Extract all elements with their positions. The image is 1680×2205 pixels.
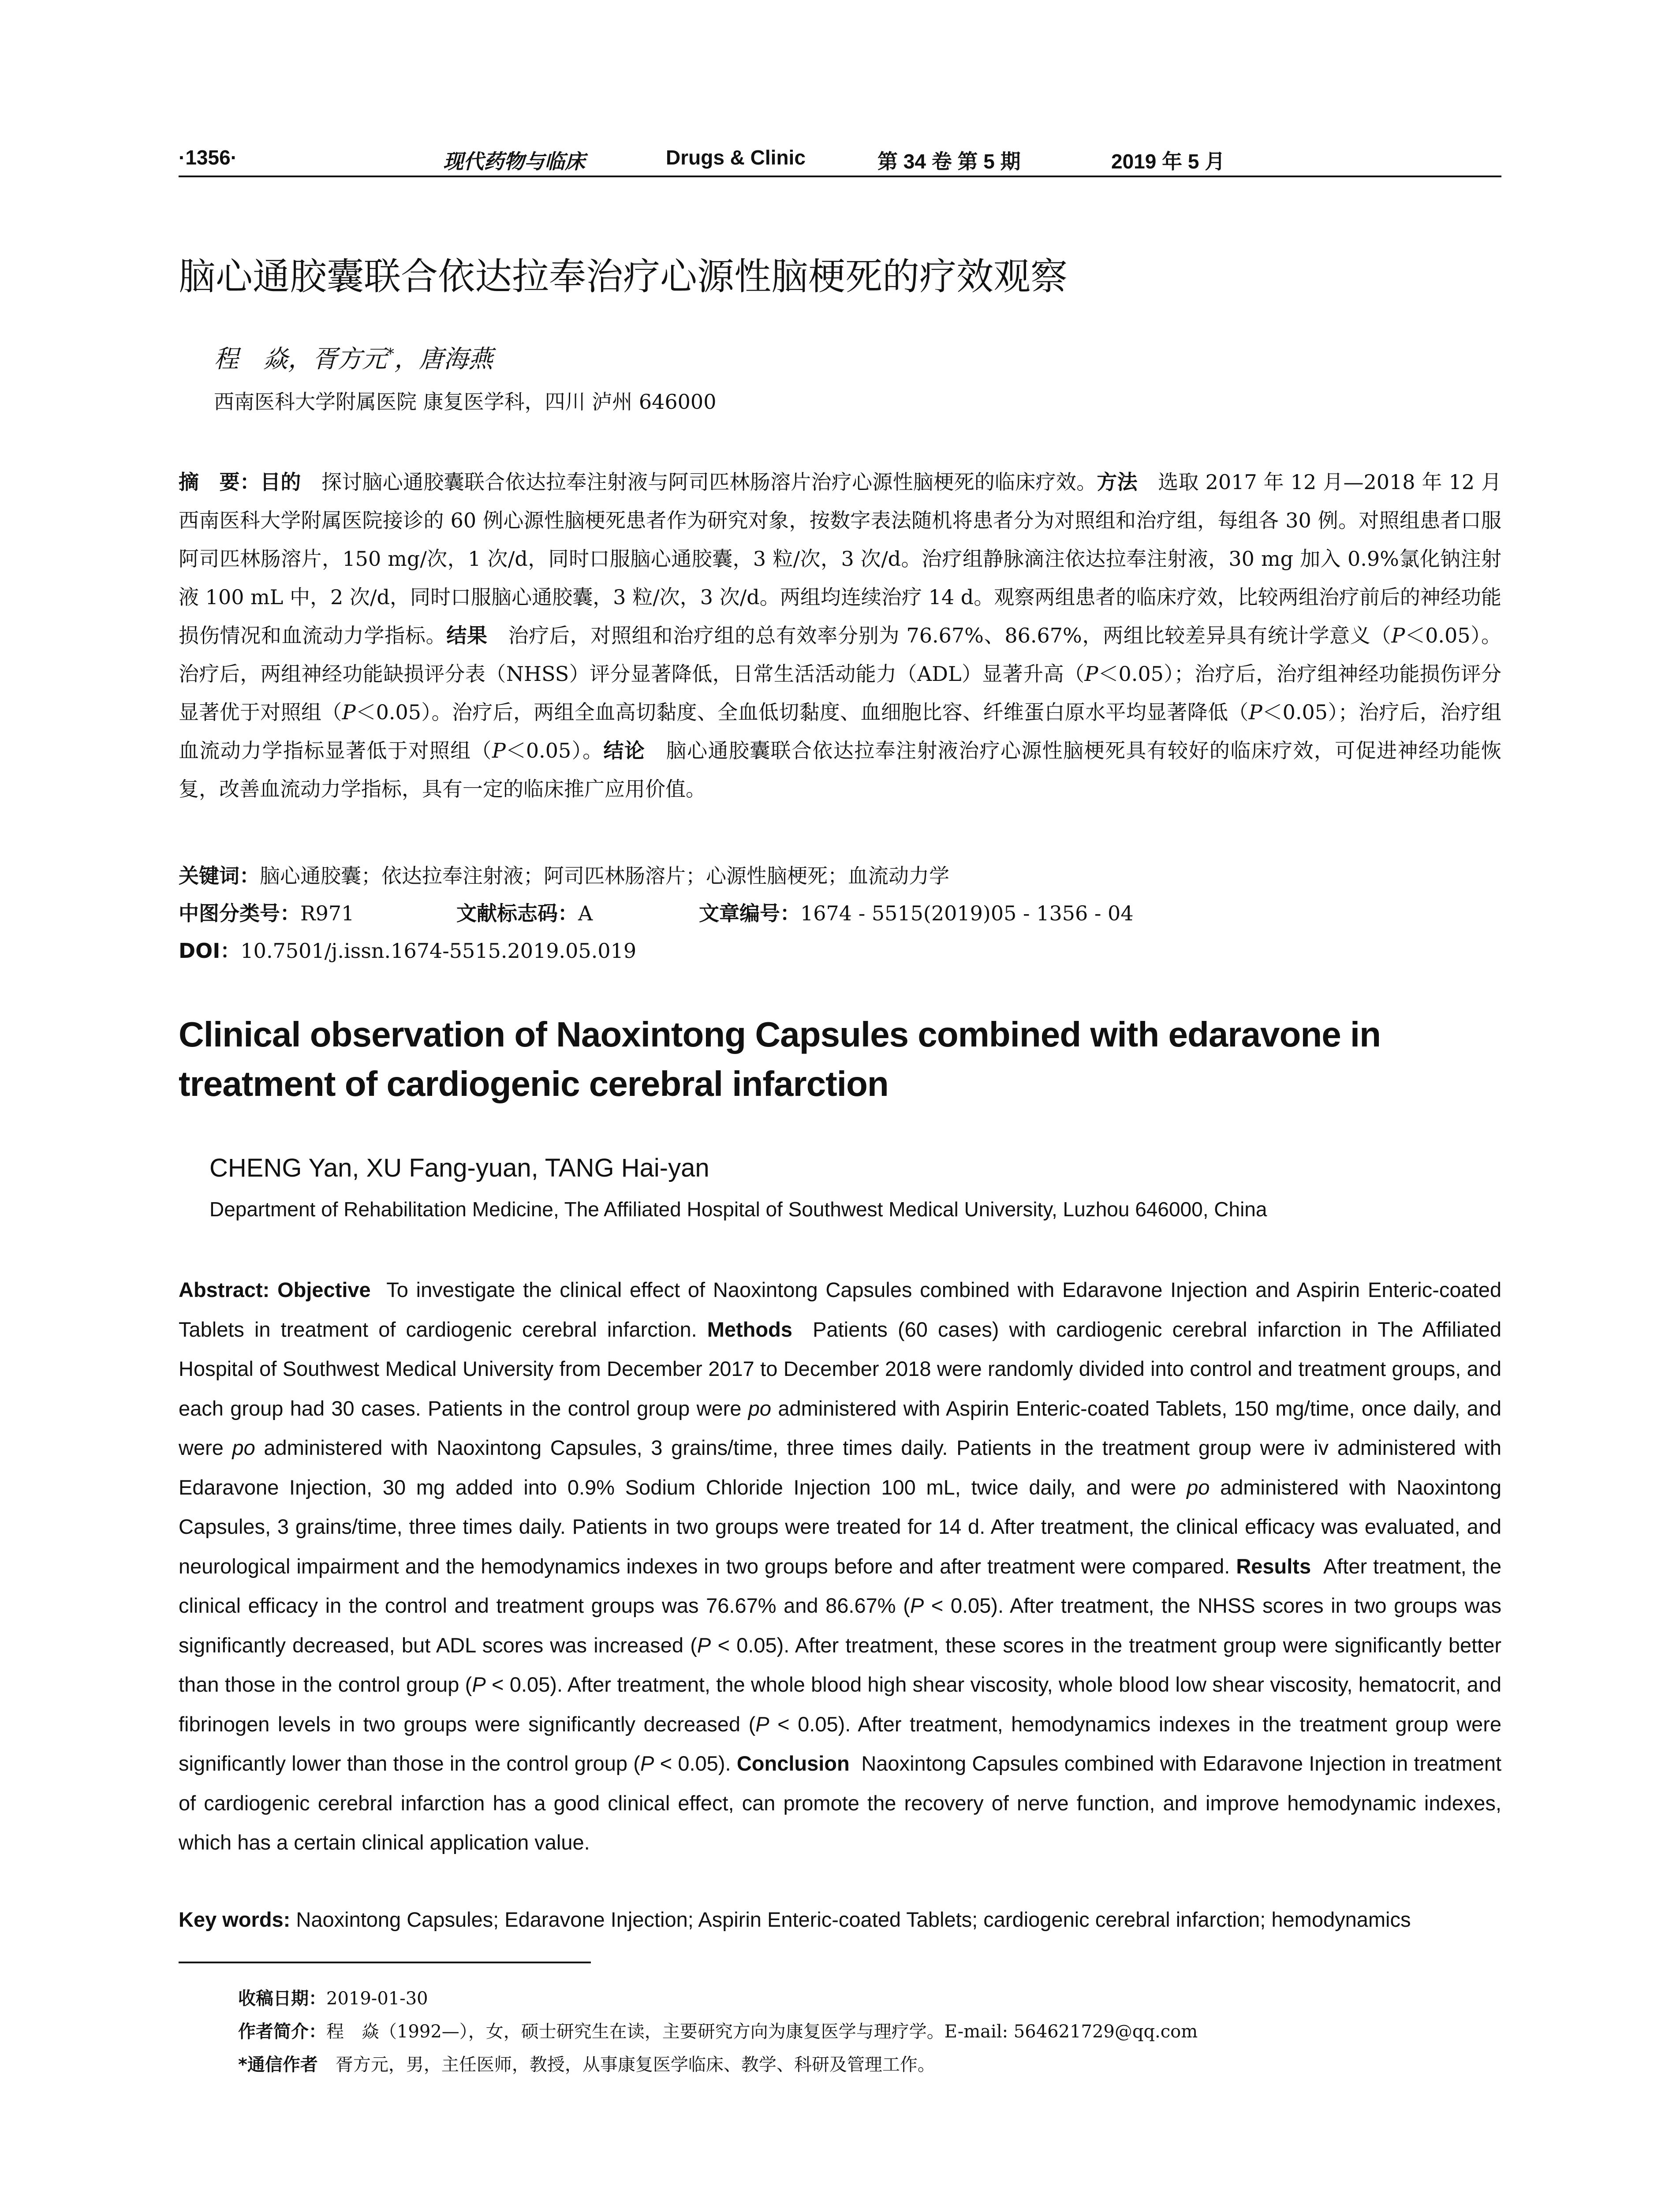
author-bio: 作者简介：程 焱（1992—），女，硕士研究生在读，主要研究方向为康复医学与理疗学。E-mail: 564621729@qq.com xyxy=(238,2022,1198,2042)
english-affiliation: Department of Rehabilitation Medicine, The Affiliated Hospital of Southwest Medical University, Luzhou 646000, China xyxy=(209,1198,1267,1221)
english-authors: CHENG Yan, XU Fang-yuan, TANG Hai-yan xyxy=(209,1154,709,1182)
chinese-abstract: 摘 要：目的 探讨脑心通胶囊联合依达拉奉注射液与阿司匹林肠溶片治疗心源性脑梗死的临床疗效。方法 选取 2017 年 12 月—2018 年 12 月西南医科大学附属医院接诊的 60 例心源性脑梗死患者作为研究对象，按数字表法随机将患者分为对照组和治疗组，每组各 30 例。对照组患者口服阿司匹林肠溶片，150 mg/次，1 次/d，同时口服脑心通胶囊，3 粒/次，3 次/d。治疗组静脉滴注依达拉奉注射液，30 mg 加入 0.9%氯化钠注射液 100 mL 中，2 次/d，同时口服脑心通胶囊，3 粒/次，3 次/d。两组均连续治疗 14 d。观察两组患者的临床疗效，比较两组治疗前后的神经功能损伤情况和血流动力学指标。结果 治疗后，对照组和治疗组的总有效率分别为 76.67%、86.67%，两组比较差异具有统计学意义（P＜0.05）。治疗后，两组神经功能缺损评分表（NHSS）评分显著降低，日常生活活动能力（ADL）显著升高（P＜0.05）；治疗后，治疗组神经功能损伤评分显著优于对照组（P＜0.05）。治疗后，两组全血高切黏度、全血低切黏度、血细胞比容、纤维蛋白原水平均显著降低（P＜0.05）；治疗后，治疗组血流动力学指标显著低于对照组（P＜0.05）。结论 脑心通胶囊联合依达拉奉注射液治疗心源性脑梗死具有较好的临床疗效，可促进神经功能恢复，改善血流动力学指标，具有一定的临床推广应用价值。 xyxy=(179,470,1502,801)
received-date: 收稿日期：2019-01-30 xyxy=(238,1988,428,2009)
objective-label-cn: 目的 xyxy=(260,470,301,494)
conclusion-label-cn: 结论 xyxy=(603,739,646,762)
volume-issue: 第 34 卷 第 5 期 xyxy=(877,150,1021,173)
methods-label-en: Methods xyxy=(707,1317,792,1341)
journal-title-cn: 现代药物与临床 xyxy=(443,149,585,173)
doi-line: DOI：10.7501/j.issn.1674-5515.2019.05.019 xyxy=(179,939,637,963)
doi-link[interactable]: 10.7501/j.issn.1674-5515.2019.05.019 xyxy=(240,939,637,963)
abstract-label-cn: 摘 要： xyxy=(179,470,261,494)
corresponding-author: *通信作者 胥方元，男，主任医师，教授，从事康复医学临床、教学、科研及管理工作。 xyxy=(238,2055,935,2075)
english-title: Clinical observation of Naoxintong Capsules combined with edaravone in treatment of cardiogenic cerebral infarction xyxy=(179,1015,1381,1103)
objective-label-en: Objective xyxy=(277,1278,371,1301)
results-label-cn: 结果 xyxy=(446,624,488,647)
chinese-title: 脑心通胶囊联合依达拉奉治疗心源性脑梗死的疗效观察 xyxy=(179,255,1068,298)
methods-label-cn: 方法 xyxy=(1097,470,1138,494)
running-header xyxy=(179,146,1501,172)
header-rule xyxy=(179,176,1501,177)
article-page: ·1356· 现代药物与临床 Drugs & Clinic 第 34 卷 第 5 期 2019 年 5 月 脑心通胶囊联合依达拉奉治疗心源性脑梗死的疗效观察 程 焱，胥方元*，唐海燕 西南医科大学附属医院 康复医学科，四川 泸州 646000 摘 要：目的 探讨脑心通胶囊联合依达拉奉注射液与阿司匹林肠溶片治疗心源性脑梗死的临床疗效。方法 选取 2017 年 12 月—2018 年 12 月西南医科大学附属医院接诊的 60 例心源性脑梗死患者作为研究对象，按数字表法随机将患者分为对照组和治疗组，每组各 30 例。对照组患者口服阿司匹林肠溶片，150 mg/次，1 次/d，同时口服脑心通胶囊，3 粒/次，3 次/d。治疗组静脉滴注依达拉奉注射液，30 mg 加入 0.9%氯化钠注射液 100 mL 中，2 次/d，同时口服脑心通胶囊，3 粒/次，3 次/d。两组均连续治疗 14 d。观察两组患者的临床疗效，比较两组治疗前后的神经功能损伤情况和血流动力学指标。结果 治疗后，对照组和治疗组的总有效率分别为 76.67%、86.67%，两组比较差异具有统计学意义（P＜0.05）。治疗后，两组神经功能缺损评分表（NHSS）评分显著降低，日常生活活动能力（ADL）显著升高（P＜0.05）；治疗后，治疗组神经功能损伤评分显著优于对照组（P＜0.05）。治疗后，两组全血高切黏度、全血低切黏度、血细胞比容、纤维蛋白原水平均显著降低（P＜0.05）；治疗后，治疗组血流动力学指标显著低于对照组（P＜0.05）。结论 脑心通胶囊联合依达拉奉注射液治疗心源性脑梗死具有较好的临床疗效，可促进神经功能恢复，改善血流动力学指标，具有一定的临床推广应用价值。 关键词：脑心通胶囊；依达拉奉注射液；阿司匹林肠溶片；心源性脑梗死；血流动力学 中图分类号：R971 文献标志码：A 文章编号：1674 - 5515(2019)05 - 1356 - 04 DOI：10.7501/j.issn.1674-5515.2019.05.019 Clinical observation of Naoxintong Capsules combined with edaravone in treatment of cardiogenic cerebral infarction CHENG Yan, XU Fang-yuan, TANG Hai-yan Department of Rehabilitation Medicine, The Affiliated Hospital of Southwest Medical University, Luzhou 646000, China Abstract: Objective To investigate the clinical effect of Naoxintong Capsules combined with Edaravone Injection and Aspirin Enteric-coated Tablets in treatment of cardiogenic cerebral infarction. Methods Patients (60 cases) with cardiogenic cerebral infarction in The Affiliated Hospital of Southwest Medical University from December 2017 to December 2018 were randomly divided into control and treatment groups, and each group had 30 cases. Patients in the control group were po administered with Aspirin Enteric-coated Tablets, 150 mg/time, once daily, and were po administered with Naoxintong Capsules, 3 grains/time, three times daily. Patients in the treatment group were iv administered with Edaravone Injection, 30 mg added into 0.9% Sodium Chloride Injection 100 mL, twice daily, and were po administered with Naoxintong Capsules, 3 grains/time, three times daily. Patients in two groups were treated for 14 d. After treatment, the clinical efficacy was evaluated, and neurological impairment and the hemodynamics indexes in two groups before and after treatment were compared. Results After treatment, the clinical efficacy in the control and treatment groups was 76.67% and 86.67% (P < 0.05). After treatment, the NHSS scores in two groups was significantly decreased, but ADL scores was increased (P < 0.05). After treatment, these scores in the treatment group were significantly better than those in the control group (P < 0.05). After treatment, the whole blood high shear viscosity, whole blood low shear viscosity, hematocrit, and fibrinogen levels in two groups were significantly decreased (P < 0.05). After treatment, hemodynamics indexes in the treatment group were significantly lower than those in the control group (P < 0.05). Conclusion Naoxintong Capsules combined with Edaravone Injection in treatment of cardiogenic cerebral infarction has a good clinical effect, can promote the recovery of nerve function, and improve hemodynamic indexes, which has a certain clinical application value. Key words: Naoxintong Capsules; Edaravone Injection; Aspirin Enteric-coated Tablets; cardiogenic cerebral infarction; hemodynamics 收稿日期：2019-01-30 作者简介：程 焱（1992—），女，硕士研究生在读，主要研究方向为康复医学与理疗学。E-mail: 564621729@qq.com *通信作者 胥方元，男，主任医师，教授，从事康复医学临床、教学、科研及管理工作。 xyxy=(179,146,1502,2075)
journal-title-en: Drugs & Clinic xyxy=(666,146,806,169)
footnote-rule xyxy=(179,1962,591,1963)
abstract-label-en: Abstract: xyxy=(179,1278,270,1301)
conclusion-label-en: Conclusion xyxy=(736,1752,850,1775)
chinese-affiliation: 西南医科大学附属医院 康复医学科，四川 泸州 646000 xyxy=(214,390,717,414)
chinese-keywords: 关键词：脑心通胶囊；依达拉奉注射液；阿司匹林肠溶片；心源性脑梗死；血流动力学 xyxy=(179,864,949,888)
chinese-authors: 程 焱，胥方元*，唐海燕 xyxy=(214,345,493,374)
english-keywords: Key words: Naoxintong Capsules; Edaravone Injection; Aspirin Enteric-coated Tablets; cardiogenic cerebral infarction; hemodynamics xyxy=(179,1908,1411,1931)
results-label-en: Results xyxy=(1236,1554,1311,1578)
english-abstract: Abstract: Objective To investigate the clinical effect of Naoxintong Capsules combined with Edaravone Injection and Aspirin Enteric-coated Tablets in treatment of cardiogenic cerebral infarction. Methods Patients (60 cases) with cardiogenic cerebral infarction in The Affiliated Hospital of Southwest Medical University from December 2017 to December 2018 were randomly divided into control and treatment groups, and each group had 30 cases. Patients in the control group were po administered with Aspirin Enteric-coated Tablets, 150 mg/time, once daily, and were po administered with Naoxintong Capsules, 3 grains/time, three times daily. Patients in the treatment group were iv administered with Edaravone Injection, 30 mg added into 0.9% Sodium Chloride Injection 100 mL, twice daily, and were po administered with Naoxintong Capsules, 3 grains/time, three times daily. Patients in two groups were treated for 14 d. After treatment, the clinical efficacy was evaluated, and neurological impairment and the hemodynamics indexes in two groups before and after treatment were compared. Results After treatment, the clinical efficacy in the control and treatment groups was 76.67% and 86.67% (P < 0.05). After treatment, the NHSS scores in two groups was significantly decreased, but ADL scores was increased (P < 0.05). After treatment, these scores in the treatment group were significantly better than those in the control group (P < 0.05). After treatment, the whole blood high shear viscosity, whole blood low shear viscosity, hematocrit, and fibrinogen levels in two groups were significantly decreased (P < 0.05). After treatment, hemodynamics indexes in the treatment group were significantly lower than those in the control group (P < 0.05). Conclusion Naoxintong Capsules combined with Edaravone Injection in treatment of cardiogenic cerebral infarction has a good clinical effect, can promote the recovery of nerve function, and improve hemodynamic indexes, which has a certain clinical application value. xyxy=(179,1278,1502,1854)
corresponding-mark: * xyxy=(387,345,394,363)
issue-date: 2019 年 5 月 xyxy=(1111,150,1225,173)
page-number: ·1356· xyxy=(179,146,237,169)
